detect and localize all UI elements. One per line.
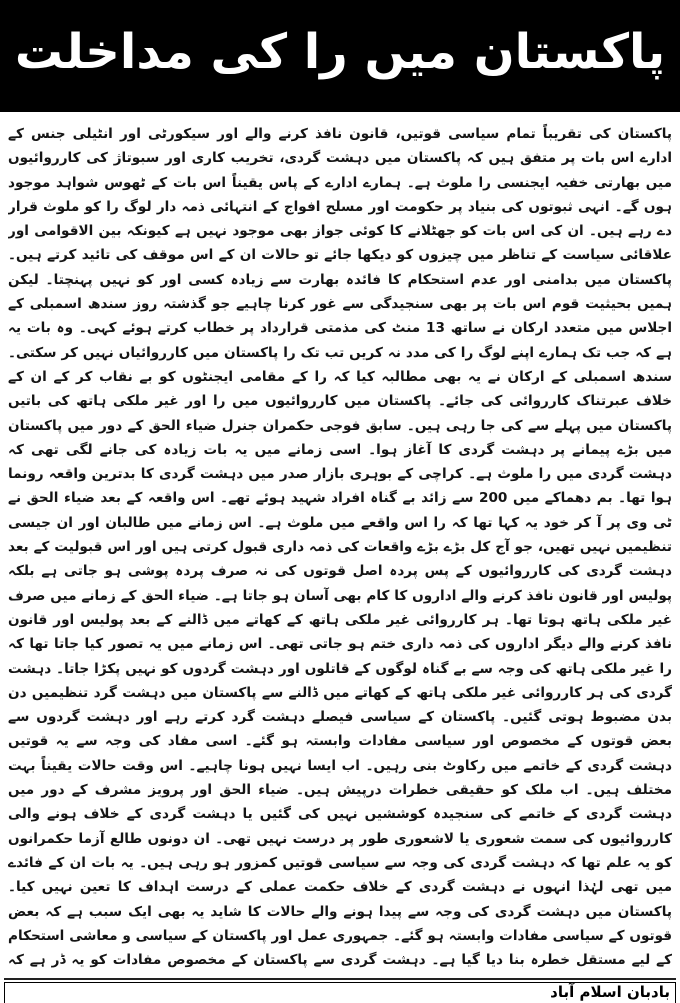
article-body: پاکستان کی تقریباً تمام سیاسی قوتیں، قانون نافذ کرنے والے اور سیکورٹی اور انٹیلی جنس کے ادارے اس بات پر متفق ہیں کہ پاکستان میں دہشت گردی، تخریب کاری اور سبوتاژ کی کارروائیوں میں بھارتی خفیہ ایجنسی را ملوث ہے۔ ہمارے ادارے کے پاس یقیناً اس بات کے ٹھوس شواہد موجود ہوں گے۔ انہی ثبوتوں کی بنیاد پر حکومت اور مسلح افواج کے انتہائی ذمہ دار لوگ را کو ملوث قرار دے رہے ہیں۔ ان کی اس بات کو جھٹلانے کا کوئی جواز بھی موجود نہیں ہے کیونکہ بین الاقوامی اور علاقائی سیاست کے تناظر میں چیزوں کو دیکھا جائے تو حالات ان کے اس موقف کی تائید کرتے ہیں۔ پاکستان میں بدامنی اور عدم استحکام کا فائدہ بھارت سے زیادہ کسی اور کو نہیں پہنچتا۔ لیکن ہمیں بحیثیت قوم اس بات پر بھی سنجیدگی سے غور کرنا چاہیے جو گذشتہ روز سندھ اسمبلی کے اجلاس میں متعدد ارکان نے ساتھ 13 منٹ کی مذمتی قرارداد پر خطاب کرتے ہوئے کہی۔ وہ بات یہ ہے کہ جب تک ہمارے اپنے لوگ را کی مدد نہ کریں تب تک را پاکستان میں کارروائیاں نہیں کر سکتی۔ سندھ اسمبلی کے ارکان نے یہ بھی مطالبہ کیا کہ را کے مقامی ایجنٹوں کو بے نقاب کر کے ان کے خلاف عبرتناک کارروائی کی جائے۔ پاکستان میں کارروائیوں میں را اور غیر ملکی ہاتھ کی باتیں پاکستان میں پہلے سے کی جا رہی ہیں۔ سابق فوجی حکمران جنرل ضیاء الحق کے دور میں پاکستان میں بڑے پیمانے پر دہشت گردی کا آغاز ہوا۔ اسی زمانے میں یہ بات زیادہ کی جانے لگی تھی کہ دہشت گردی میں را ملوث ہے۔ کراچی کے بوہری بازار صدر میں دہشت گردی کا بدترین واقعہ رونما ہوا تھا۔ بم دھماکے میں 200 سے زائد بے گناہ افراد شہید ہوئے تھے۔ اس واقعہ کے بعد ضیاء الحق نے ٹی وی پر آ کر خود یہ کہا تھا کہ را اس واقعے میں ملوث ہے۔ اس زمانے میں طالبان اور ان جیسی تنظیمیں نہیں تھیں، جو آج کل بڑے بڑے واقعات کی ذمہ داری قبول کرتی ہیں اور اس قبولیت کے بعد دہشت گردی کی کارروائیوں کے پس پردہ اصل قوتوں کی نہ صرف پردہ پوشی ہو جاتی ہے بلکہ پولیس اور قانون نافذ کرنے والے اداروں کا کام بھی آسان ہو جاتا ہے۔ ضیاء الحق کے زمانے میں صرف غیر ملکی ہاتھ ہوتا تھا۔ ہر کارروائی غیر ملکی ہاتھ کے کھاتے میں ڈالنے کے بعد پولیس اور قانون نافذ کرنے والے دیگر اداروں کی ذمہ داری ختم ہو جاتی تھی۔ اس زمانے میں یہ تصور کیا جاتا تھا کہ را غیر ملکی ہاتھ کی وجہ سے بے گناہ لوگوں کے قاتلوں اور دہشت گردوں کو نہیں پکڑا جاتا۔ دہشت گردی کی ہر کارروائی غیر ملکی ہاتھ کے کھاتے میں ڈالنے سے پاکستان میں دہشت گرد تنظیمیں دن بدن مضبوط ہوتی گئیں۔ پاکستان کے سیاسی فیصلے دہشت گرد کرتے رہے اور دہشت گردوں سے بعض قوتوں کے مخصوص اور سیاسی مفادات وابستہ ہو گئے۔ اسی مفاد کی وجہ سے یہ قوتیں دہشت گردی کے خاتمے میں رکاوٹ بنی رہیں۔ اب ایسا نہیں ہونا چاہیے۔ اس وقت حالات یقیناً بہت مختلف ہیں۔ اب ملک کو حقیقی خطرات درپیش ہیں۔ ضیاء الحق اور پرویز مشرف کے دور میں دہشت گردی کے خاتمے کی سنجیدہ کوششیں نہیں کی گئیں یا دہشت گردی کے خلاف ہونے والی کارروائیوں کی سمت شعوری یا لاشعوری طور پر درست نہیں تھی۔ ان دونوں طالع آزما حکمرانوں کو یہ علم تھا کہ دہشت گردی کی وجہ سے سیاسی قوتیں کمزور ہو رہی ہیں۔ یہ بات ان کے فائدے میں تھی لہٰذا انہوں نے دہشت گردی کے خلاف حکمت عملی کے درست اہداف کا تعین نہیں کیا۔ پاکستان میں دہشت گردی کی وجہ سے پیدا ہونے والے حالات کا شاید یہ بھی ایک سبب ہے کہ بعض قوتوں کے سیاسی مفادات وابستہ ہو گئے۔ جمہوری عمل اور پاکستان کے سیاسی و معاشی استحکام کے لیے مستقل خطرہ بنا دیا گیا ہے۔ دہشت گردی سے پاکستان کے مخصوص مفادات کو یہ ڈر ہے کہ: [8, 126, 672, 969]
headline-banner: [0, 0, 680, 112]
footer-divider: [4, 978, 676, 980]
banner-underline: [0, 104, 680, 112]
headline: پاکستان میں را کی مداخلت: [14, 24, 666, 80]
byline: بادبان اسلام آباد: [550, 983, 670, 1001]
